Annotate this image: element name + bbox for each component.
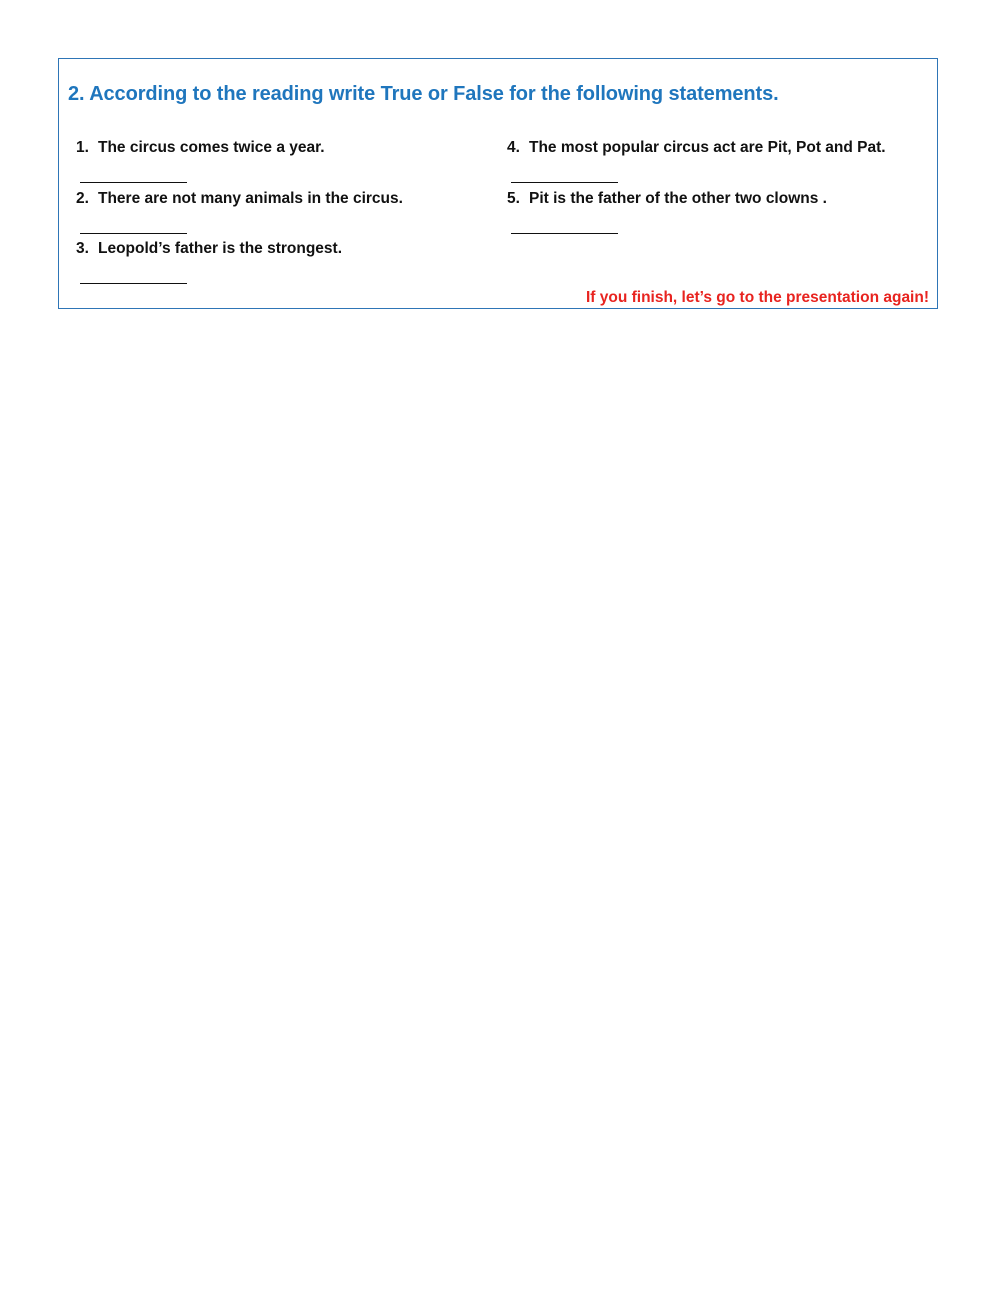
statement-item-5 — [507, 190, 927, 241]
statement-number: 2. — [76, 189, 89, 207]
statement-text: The most popular circus act are Pit, Pot and Pat. — [529, 139, 886, 156]
statements-right-column — [507, 139, 927, 240]
answer-input-1[interactable] — [80, 163, 187, 183]
statement-5 — [507, 190, 827, 208]
statement-text: Pit is the father of the other two clowns . — [529, 189, 827, 207]
answer-input-3[interactable] — [80, 264, 187, 284]
statement-number: 3. — [76, 240, 89, 257]
answer-input-5[interactable] — [511, 214, 618, 234]
statement-number: 1. — [76, 139, 89, 156]
statements-left-column — [76, 139, 496, 291]
statement-1 — [76, 139, 325, 157]
statement-3 — [76, 240, 342, 258]
exercise-heading: 2. According to the reading write True or False for the following statements. — [68, 83, 779, 105]
statement-text: There are not many animals in the circus. — [98, 189, 403, 207]
statement-text: The circus comes twice a year. — [98, 139, 325, 156]
statement-item-3 — [76, 240, 496, 291]
statement-4 — [507, 139, 886, 157]
answer-input-2[interactable] — [80, 214, 187, 234]
statement-number: 4. — [507, 139, 520, 156]
exercise-box — [58, 58, 938, 309]
statement-item-2 — [76, 190, 496, 241]
statement-item-4 — [507, 139, 927, 190]
statement-item-1 — [76, 139, 496, 190]
statement-2 — [76, 190, 403, 208]
statement-number: 5. — [507, 189, 520, 207]
statement-text: Leopold’s father is the strongest. — [98, 240, 343, 257]
answer-input-4[interactable] — [511, 163, 618, 183]
finish-note: If you finish, let’s go to the presentation again! — [585, 289, 929, 306]
